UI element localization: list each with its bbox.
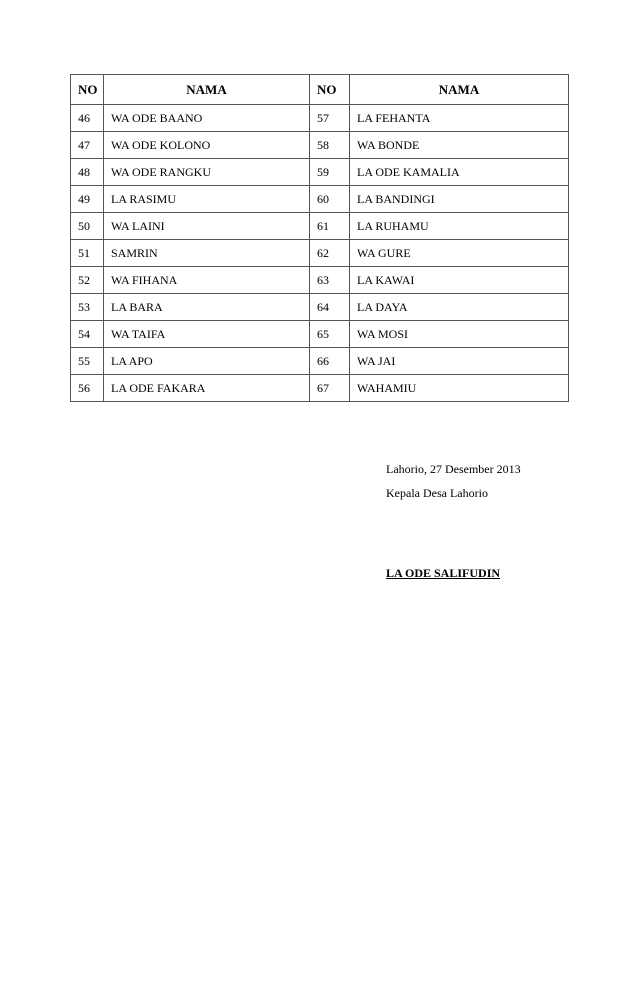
cell-nama: WA ODE KOLONO [104, 132, 310, 159]
cell-nama: WA LAINI [104, 213, 310, 240]
cell-nama: WA ODE BAANO [104, 105, 310, 132]
header-nama-left: NAMA [104, 75, 310, 105]
cell-no: 53 [71, 294, 104, 321]
cell-nama: WAHAMIU [350, 375, 569, 402]
table-row [71, 348, 569, 375]
table-row [71, 267, 569, 294]
cell-nama: WA ODE RANGKU [104, 159, 310, 186]
cell-no: 67 [310, 375, 350, 402]
cell-no: 60 [310, 186, 350, 213]
name-list-table [70, 74, 569, 402]
cell-nama: WA BONDE [350, 132, 569, 159]
header-nama-right: NAMA [350, 75, 569, 105]
cell-nama: LA BARA [104, 294, 310, 321]
table-row [71, 159, 569, 186]
table-header-row [71, 75, 569, 105]
table-row [71, 132, 569, 159]
signature-place-date: Lahorio, 27 Desember 2013 [386, 462, 521, 476]
cell-no: 59 [310, 159, 350, 186]
cell-no: 47 [71, 132, 104, 159]
signature-block [386, 457, 521, 505]
cell-nama: WA TAIFA [104, 321, 310, 348]
cell-nama: LA ODE KAMALIA [350, 159, 569, 186]
table-row [71, 375, 569, 402]
cell-nama: LA FEHANTA [350, 105, 569, 132]
signatory-name: LA ODE SALIFUDIN [386, 566, 501, 580]
table-row [71, 213, 569, 240]
cell-no: 48 [71, 159, 104, 186]
cell-no: 56 [71, 375, 104, 402]
table-row [71, 240, 569, 267]
cell-nama: WA MOSI [350, 321, 569, 348]
cell-nama: WA FIHANA [104, 267, 310, 294]
cell-no: 64 [310, 294, 350, 321]
cell-no: 46 [71, 105, 104, 132]
cell-no: 58 [310, 132, 350, 159]
cell-no: 57 [310, 105, 350, 132]
header-no-right: NO [310, 75, 350, 105]
table-row [71, 105, 569, 132]
cell-no: 62 [310, 240, 350, 267]
cell-no: 61 [310, 213, 350, 240]
cell-nama: WA JAI [350, 348, 569, 375]
signature-position: Kepala Desa Lahorio [386, 486, 488, 500]
cell-nama: LA ODE FAKARA [104, 375, 310, 402]
cell-no: 65 [310, 321, 350, 348]
cell-nama: WA GURE [350, 240, 569, 267]
cell-no: 63 [310, 267, 350, 294]
cell-nama: LA APO [104, 348, 310, 375]
cell-no: 66 [310, 348, 350, 375]
cell-nama: LA KAWAI [350, 267, 569, 294]
table-row [71, 294, 569, 321]
cell-no: 50 [71, 213, 104, 240]
table-row [71, 186, 569, 213]
table-row [71, 321, 569, 348]
cell-nama: LA BANDINGI [350, 186, 569, 213]
cell-nama: SAMRIN [104, 240, 310, 267]
cell-nama: LA RASIMU [104, 186, 310, 213]
cell-no: 55 [71, 348, 104, 375]
cell-no: 51 [71, 240, 104, 267]
header-no-left: NO [71, 75, 104, 105]
cell-no: 54 [71, 321, 104, 348]
cell-nama: LA DAYA [350, 294, 569, 321]
cell-no: 52 [71, 267, 104, 294]
cell-no: 49 [71, 186, 104, 213]
cell-nama: LA RUHAMU [350, 213, 569, 240]
